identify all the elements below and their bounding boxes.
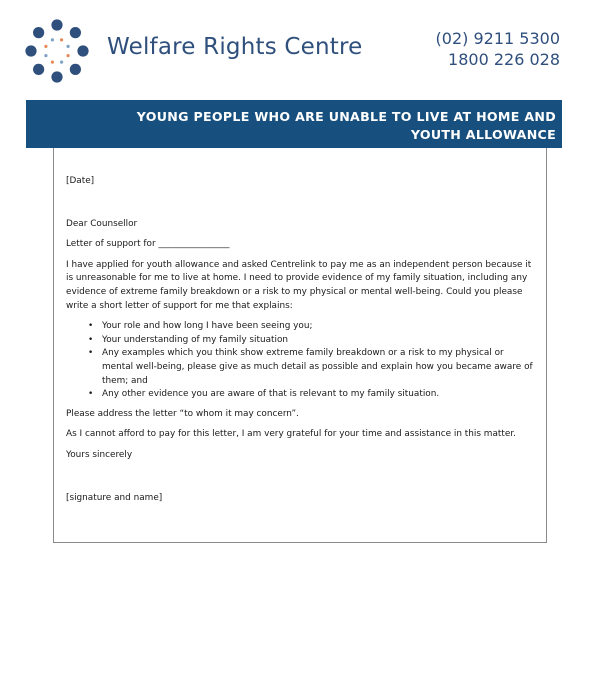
list-item [66, 347, 534, 388]
logo-outer-dot [51, 19, 62, 30]
letter-gratitude-paragraph: As I cannot afford to pay for this letter, I am very grateful for your time and assistance in this matter. [66, 429, 516, 440]
explanation-list [66, 320, 534, 402]
letter-address-request: Please address the letter “to whom it may concern”. [66, 408, 299, 419]
logo-inner-dot [66, 45, 69, 48]
logo-inner-dot [66, 54, 69, 57]
logo-outer-dot [70, 64, 81, 75]
document-title-banner [26, 100, 562, 148]
spacer [66, 470, 534, 492]
logo-inner-dot [44, 54, 47, 57]
dot-ring-logo-icon [24, 18, 90, 84]
logo-outer-dot [25, 45, 36, 56]
letter-closing: Yours sincerely [66, 449, 133, 460]
list-item-text: Any other evidence you are aware of that is relevant to my family situation. [102, 389, 440, 400]
logo-inner-dot [60, 38, 63, 41]
logo-inner-dot [60, 60, 63, 63]
bullet-icon: • [88, 321, 94, 332]
logo-outer-dot [77, 45, 88, 56]
list-item [66, 320, 534, 334]
letter-intro-paragraph: I have applied for youth allowance and asked Centrelink to pay me as an independent person because it is unreasonable for me to live at home. I need to provide evidence of my family situation, including any evidence of extreme family breakdown or a risk to my physical or mental well-being. Could you please write a short letter of support for me that explains: [66, 259, 532, 311]
bullet-icon: • [88, 389, 94, 400]
list-item [66, 388, 534, 402]
logo-inner-dot [51, 38, 54, 41]
logo-outer-dot [70, 27, 81, 38]
phone-number-toll-free[interactable]: 1800 226 028 [448, 50, 560, 69]
letter-signature-placeholder: [signature and name] [66, 492, 163, 503]
bullet-icon: • [88, 334, 94, 345]
list-item-text: Your role and how long I have been seeing you; [102, 321, 313, 332]
letter-subject: Letter of support for ________________ [66, 239, 230, 250]
logo-inner-dot [51, 60, 54, 63]
logo-outer-dot [33, 27, 44, 38]
template-letter [53, 148, 547, 543]
bullet-icon: • [88, 348, 94, 359]
list-item [66, 334, 534, 348]
letter-salutation: Dear Counsellor [66, 218, 138, 229]
list-item-text: Your understanding of my family situation [102, 334, 289, 345]
letter-date-placeholder: [Date] [66, 176, 95, 186]
logo-outer-dot [33, 64, 44, 75]
spacer [66, 196, 534, 218]
title-line-2: YOUTH ALLOWANCE [410, 127, 556, 142]
organization-name: Welfare Rights Centre [107, 34, 363, 60]
logo-inner-dot [44, 45, 47, 48]
title-line-1: YOUNG PEOPLE WHO ARE UNABLE TO LIVE AT HOME AND [136, 109, 556, 124]
phone-number-primary[interactable]: (02) 9211 5300 [435, 29, 560, 48]
logo-outer-dot [51, 71, 62, 82]
list-item-text: Any examples which you think show extreme family breakdown or a risk to my physical or mental well-being, please give as much detail as possible and explain how you became aware of them; and [102, 348, 533, 386]
contact-phone-numbers [436, 28, 560, 70]
